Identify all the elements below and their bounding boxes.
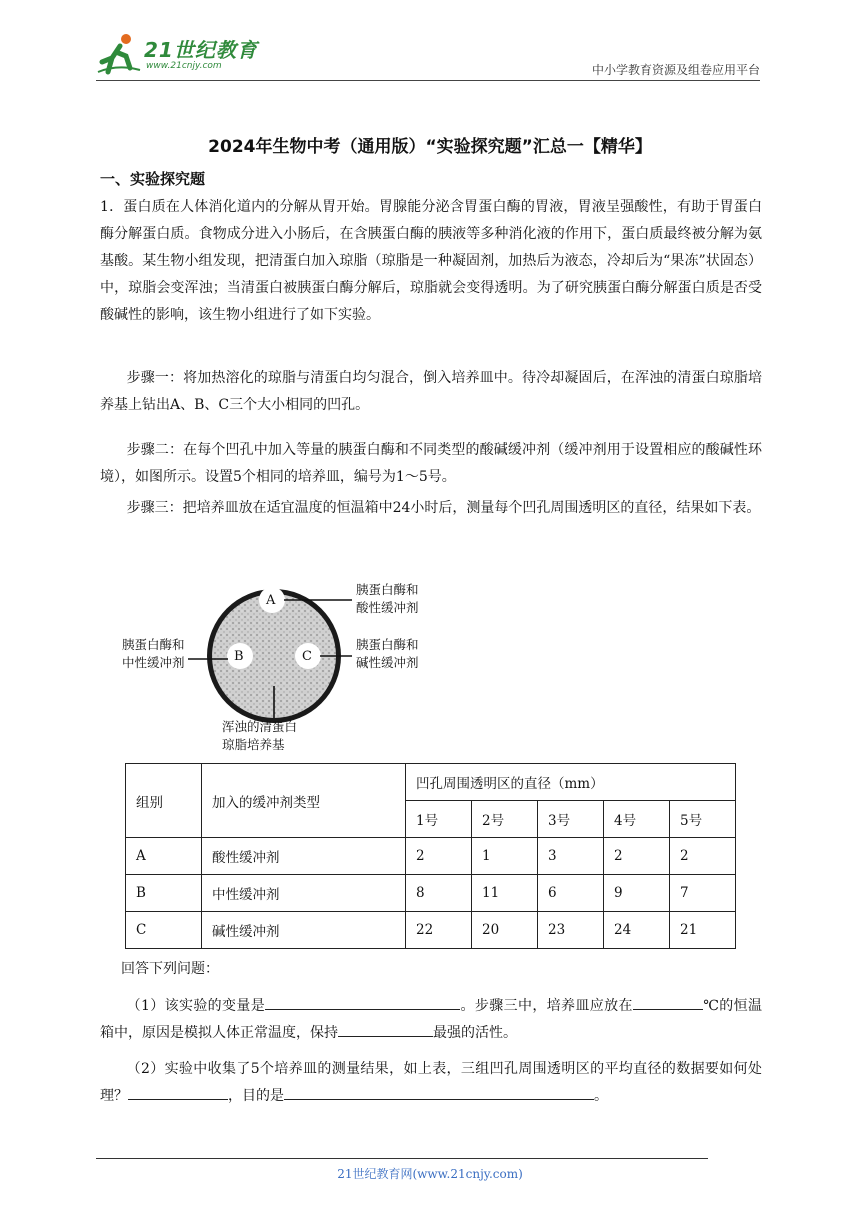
cell-value: 24 xyxy=(604,912,670,949)
cell-type: 酸性缓冲剂 xyxy=(202,838,406,875)
answer-blank[interactable] xyxy=(284,1083,594,1100)
answer-blank[interactable] xyxy=(338,1020,433,1037)
cell-group: C xyxy=(126,912,202,949)
header-dish: 3号 xyxy=(538,801,604,838)
page-header xyxy=(96,28,760,80)
table-row xyxy=(126,838,736,875)
header-divider xyxy=(96,80,760,81)
header-diameter: 凹孔周围透明区的直径（mm） xyxy=(406,764,736,801)
cell-group: A xyxy=(126,838,202,875)
cell-value: 1 xyxy=(472,838,538,875)
cell-type: 中性缓冲剂 xyxy=(202,875,406,912)
label-neutral: 胰蛋白酶和 中性缓冲剂 xyxy=(122,637,185,670)
hole-a-letter: A xyxy=(266,593,276,608)
label-alkaline: 胰蛋白酶和 碱性缓冲剂 xyxy=(356,637,419,670)
answer-blank[interactable] xyxy=(128,1083,228,1100)
sub-question-1: （1）该实验的变量是 。步骤三中，培养皿应放在 ℃的恒温箱中，原因是模拟人体正常温度，保持 最强的活性。 xyxy=(100,993,762,1047)
header-type: 加入的缓冲剂类型 xyxy=(202,764,406,838)
cell-value: 3 xyxy=(538,838,604,875)
cell-value: 20 xyxy=(472,912,538,949)
platform-name: 中小学教育资源及组卷应用平台 xyxy=(591,63,760,77)
section-heading: 一、实验探究题 xyxy=(100,170,206,188)
table-row xyxy=(126,912,736,949)
cell-value: 7 xyxy=(670,875,736,912)
logo-text: 21世纪教育 xyxy=(144,38,258,62)
cell-value: 23 xyxy=(538,912,604,949)
header-dish: 2号 xyxy=(472,801,538,838)
question-intro: 1．蛋白质在人体消化道内的分解从胃开始。胃腺能分泌含胃蛋白酶的胃液，胃液呈强酸性，有助于胃蛋白酶分解蛋白质。食物成分进入小肠后，在含胰蛋白酶的胰液等多种消化液的作用下，蛋白质最终被分解为氨基酸。某生物小组发现，把清蛋白加入琼脂（琼脂是一种凝固剂，加热后为液态，冷却后为“果冻”状固态）中，琼脂会变浑浊；当清蛋白被胰蛋白酶分解后，琼脂就会变得透明。为了研究胰蛋白酶分解蛋白质是否受酸碱性的影响，该生物小组进行了如下实验。 xyxy=(100,199,762,323)
cell-value: 9 xyxy=(604,875,670,912)
answer-prompt: 回答下列问题： xyxy=(121,961,219,977)
runner-logo-icon xyxy=(96,32,142,76)
step-two: 步骤二：在每个凹孔中加入等量的胰蛋白酶和不同类型的酸碱缓冲剂（缓冲剂用于设置相应的酸碱性环境），如图所示。设置5个相同的培养皿，编号为1～5号。 xyxy=(100,442,762,485)
cell-value: 6 xyxy=(538,875,604,912)
logo xyxy=(96,32,266,76)
table-row xyxy=(126,875,736,912)
label-acid: 胰蛋白酶和 酸性缓冲剂 xyxy=(356,582,419,615)
cell-value: 2 xyxy=(670,838,736,875)
hole-c-letter: C xyxy=(302,649,312,664)
cell-value: 2 xyxy=(604,838,670,875)
step-three: 步骤三：把培养皿放在适宜温度的恒温箱中24小时后，测量每个凹孔周围透明区的直径，结果如下表。 xyxy=(126,500,761,516)
sub-question-2: （2）实验中收集了5个培养皿的测量结果，如上表，三组凹孔周围透明区的平均直径的数据要如何处理？ ，目的是 。 xyxy=(100,1061,762,1104)
page-title: 2024年生物中考（通用版）“实验探究题”汇总一【精华】 xyxy=(208,137,652,157)
cell-group: B xyxy=(126,875,202,912)
label-base: 浑浊的清蛋白 琼脂培养基 xyxy=(222,719,298,752)
header-dish: 1号 xyxy=(406,801,472,838)
petri-dish-figure xyxy=(100,568,500,764)
cell-type: 碱性缓冲剂 xyxy=(202,912,406,949)
header-group: 组别 xyxy=(126,764,202,838)
logo-url: www.21cnjy.com xyxy=(146,61,222,71)
answer-blank[interactable] xyxy=(265,993,460,1010)
results-table xyxy=(125,763,736,949)
answer-blank[interactable] xyxy=(633,993,703,1010)
footer-divider xyxy=(96,1158,708,1159)
footer-text: 21世纪教育网(www.21cnjy.com) xyxy=(337,1167,523,1181)
header-dish: 4号 xyxy=(604,801,670,838)
hole-b-letter: B xyxy=(234,649,244,664)
cell-value: 22 xyxy=(406,912,472,949)
cell-value: 2 xyxy=(406,838,472,875)
cell-value: 21 xyxy=(670,912,736,949)
step-one: 步骤一：将加热溶化的琼脂与清蛋白均匀混合，倒入培养皿中。待冷却凝固后，在浑浊的清蛋白琼脂培养基上钻出A、B、C三个大小相同的凹孔。 xyxy=(100,370,762,413)
cell-value: 11 xyxy=(472,875,538,912)
table-header-row xyxy=(126,764,736,801)
cell-value: 8 xyxy=(406,875,472,912)
header-dish: 5号 xyxy=(670,801,736,838)
